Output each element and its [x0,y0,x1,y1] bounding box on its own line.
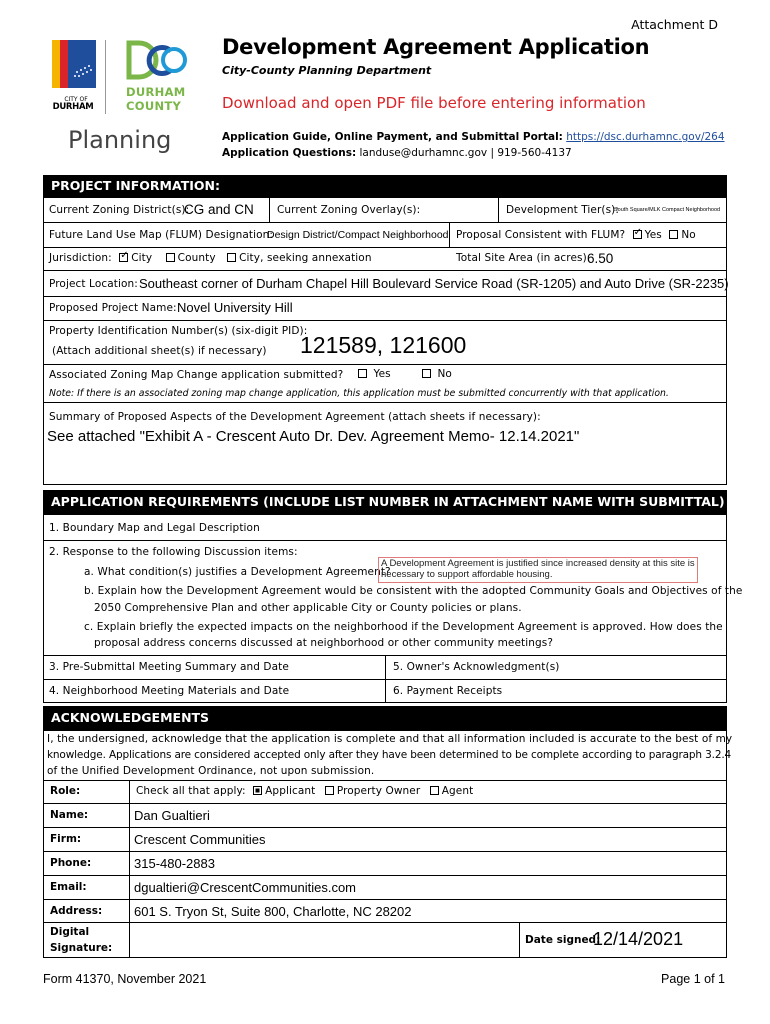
req-item-2: 2. Response to the following Discussion items: [49,546,298,558]
jur-county-checkbox[interactable] [166,253,175,262]
page-subtitle: City-County Planning Department [222,64,432,77]
phone-field[interactable]: 315-480-2883 [134,856,215,871]
role-label: Role: [50,785,81,797]
tier-field[interactable]: South Square/MLK Compact Neighborhood [614,207,721,213]
name-label: Name: [50,809,89,821]
role-applicant-checkbox[interactable] [253,786,262,795]
date-signed-field[interactable]: 12/14/2021 [593,929,684,949]
jurisdiction-row [49,252,372,264]
assoc-label: Associated Zoning Map Change application submitted? [49,369,344,381]
site-area-label: Total Site Area (in acres): [456,252,591,264]
jur-annex-checkbox[interactable] [227,253,236,262]
role-applicant-label: Applicant [265,785,316,797]
project-info-heading: PROJECT INFORMATION: [43,175,727,197]
zoning-label: Current Zoning District(s): [49,204,190,216]
req-item-2a-answer[interactable]: A Development Agreement is justified since increased density at this site is necessary to support affordable housing. [378,557,698,583]
site-area-field[interactable]: 6.50 [587,251,614,266]
project-name-label: Proposed Project Name: [49,302,177,314]
assoc-yes-option [354,368,391,380]
location-field[interactable]: Southeast corner of Durham Chapel Hill Boulevard Service Road (SR-1205) and Auto Drive (SR-2235) [139,276,729,291]
address-field[interactable]: 601 S. Tryon St, Suite 800, Charlotte, NC 28202 [134,904,412,919]
name-field[interactable]: Dan Gualtieri [134,808,210,823]
req-item-2b-line1: b. Explain how the Development Agreement would be consistent with the adopted Community Goals and Objectives of the [84,585,743,597]
questions-label: Application Questions: [222,147,357,159]
req-item-4: 4. Neighborhood Meeting Materials and Date [49,685,290,697]
role-owner-checkbox[interactable] [325,786,334,795]
download-note: Download and open PDF file before entering information [222,94,646,112]
assoc-note: Note: If there is an associated zoning map change application, this application must be submitted concurrently with that application. [49,388,669,399]
email-field[interactable]: dgualtieri@CrescentCommunities.com [134,880,356,895]
flum-label: Future Land Use Map (FLUM) Designation: [49,229,274,241]
tier-label: Development Tier(s): [506,204,620,216]
signature-label-2: Signature: [50,942,113,954]
ack-text-line1: I, the undersigned, acknowledge that the application is complete and that all information included is accurate to the best of my [47,733,733,745]
req-item-2c-line1: c. Explain briefly the expected impacts on the neighborhood if the Development Agreement is approved. How does the [84,621,723,633]
firm-field[interactable]: Crescent Communities [134,832,266,847]
city-of-text: CITY OF [64,96,88,103]
durham-county-logo [125,40,189,82]
phone-label: Phone: [50,857,92,869]
jurisdiction-label: Jurisdiction: [49,252,112,264]
guide-link[interactable]: https://dsc.durhamnc.gov/264 [566,131,725,143]
consistent-yes-label: Yes [644,229,662,241]
role-agent-checkbox[interactable] [430,786,439,795]
ack-heading: ACKNOWLEDGEMENTS [43,706,727,730]
req-item-1: 1. Boundary Map and Legal Description [49,522,260,534]
req-item-2a: a. What condition(s) justifies a Development Agreement? [84,566,391,578]
req-item-5: 5. Owner's Acknowledgment(s) [393,661,560,673]
jur-county-label: County [177,252,216,264]
flum-field[interactable]: Design District/Compact Neighborhood [267,229,449,241]
role-agent-label: Agent [441,785,474,797]
county-text-1: DURHAM [126,85,186,99]
pid-label: Property Identification Number(s) (six-digit PID): [49,325,308,337]
summary-label: Summary of Proposed Aspects of the Development Agreement (attach sheets if necessary): [49,411,541,423]
signature-label-1: Digital [50,926,90,938]
project-name-field[interactable]: Novel University Hill [177,300,293,315]
durham-text: DURHAM [52,102,94,112]
role-prompt: Check all that apply: [136,785,246,797]
assoc-no-label: No [437,368,452,380]
jur-city-checkbox[interactable] [119,253,128,262]
req-item-6: 6. Payment Receipts [393,685,503,697]
consistent-yes-checkbox[interactable] [633,230,642,239]
summary-field[interactable]: See attached "Exhibit A - Crescent Auto Dr. Dev. Agreement Memo- 12.14.2021" [47,428,580,445]
county-text-2: COUNTY [126,99,182,113]
req-item-3: 3. Pre-Submittal Meeting Summary and Date [49,661,289,673]
firm-label: Firm: [50,833,82,845]
assoc-yes-checkbox[interactable] [358,369,367,378]
consistent-no-checkbox[interactable] [669,230,678,239]
req-item-2b-line2: 2050 Comprehensive Plan and other applicable City or County policies or plans. [94,602,522,614]
consistent-label: Proposal Consistent with FLUM? [456,229,626,241]
attachment-label: Attachment D [631,17,718,32]
jur-city-label: City [131,252,153,264]
assoc-yes-label: Yes [373,368,391,380]
assoc-no-checkbox[interactable] [422,369,431,378]
email-label: Email: [50,881,87,893]
overlay-label: Current Zoning Overlay(s): [277,204,421,216]
pid-note: (Attach additional sheet(s) if necessary) [52,345,267,357]
role-owner-label: Property Owner [336,785,421,797]
date-signed-label: Date signed: [525,934,601,946]
ack-text-line2: knowledge. Applications are considered accepted only after they have been determined to be complete according to paragraph 3.2.4 [47,749,732,761]
requirements-heading: APPLICATION REQUIREMENTS (INCLUDE LIST NUMBER IN ATTACHMENT NAME WITH SUBMITTAL) [43,490,727,514]
questions-value: landuse@durhamnc.gov | 919-560-4137 [359,147,572,159]
pid-field[interactable]: 121589, 121600 [300,332,467,358]
role-options [136,785,473,797]
location-label: Project Location: [49,278,138,290]
address-label: Address: [50,905,103,917]
guide-line [222,131,725,143]
req-item-2c-line2: proposal address concerns discussed at neighborhood or other community meetings? [94,637,554,649]
zoning-field[interactable]: CG and CN [184,202,254,217]
signature-field[interactable] [131,924,516,956]
logo-divider [105,40,106,114]
questions-line [222,147,572,159]
assoc-no-option [418,368,452,380]
guide-label: Application Guide, Online Payment, and Submittal Portal: [222,131,563,143]
page-title: Development Agreement Application [222,35,650,59]
form-number: Form 41370, November 2021 [43,972,207,986]
flum-consistent-question [456,229,696,241]
ack-text-line3: of the Unified Development Ordinance, not upon submission. [47,765,375,777]
consistent-no-label: No [681,229,696,241]
page-number: Page 1 of 1 [661,972,725,986]
jur-annex-label: City, seeking annexation [239,252,372,264]
planning-wordmark: Planning [68,126,172,154]
